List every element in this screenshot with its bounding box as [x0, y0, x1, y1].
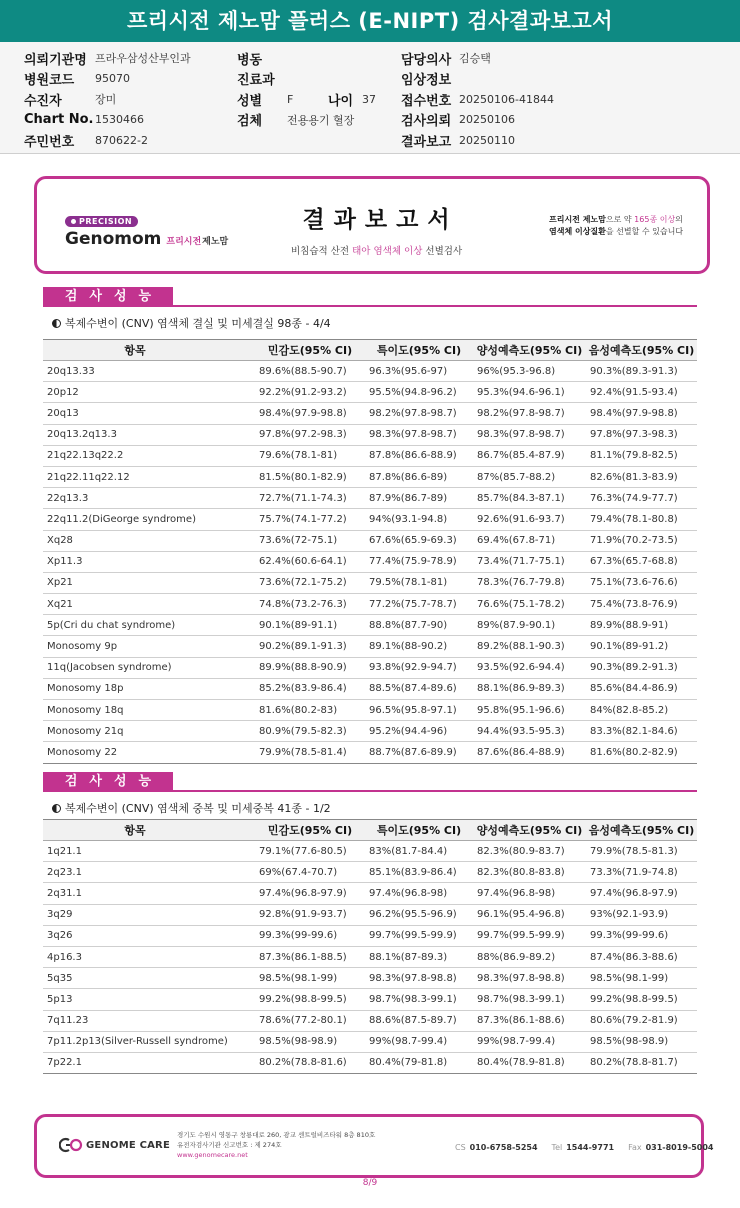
info-row-clinical-info — [401, 69, 554, 90]
metric-cell: 81.1%(79.8-82.5) — [586, 445, 697, 466]
info-label: 임상정보 — [401, 73, 452, 89]
metric-cell: 99.3%(99-99.6) — [255, 925, 365, 946]
section-heading-label: 검사성능 — [43, 287, 173, 307]
metric-cell: 86.7%(85.4-87.9) — [473, 445, 586, 466]
info-label: 병동 — [237, 52, 263, 68]
desc-post: 의 — [675, 215, 683, 224]
metric-cell: 84%(82.8-85.2) — [586, 700, 697, 721]
report-header-description — [549, 214, 683, 238]
table-row — [43, 636, 697, 657]
column-header: 민감도(95% CI) — [255, 820, 365, 841]
info-row-receipt-number — [401, 89, 554, 110]
column-header: 항목 — [43, 820, 255, 841]
metric-cell: 87.8%(86.6-88.9) — [365, 445, 473, 466]
metric-cell: 89.9%(88.9-91) — [586, 615, 697, 636]
metric-cell: 75.7%(74.1-77.2) — [255, 509, 365, 530]
badge-dot-icon — [71, 219, 76, 224]
region-name-cell: 5p13 — [43, 989, 255, 1010]
half-circle-bullet-icon — [52, 804, 61, 813]
metric-cell: 98.3%(97.8-98.8) — [365, 968, 473, 989]
metric-cell: 80.6%(79.2-81.9) — [586, 1010, 697, 1031]
table-row — [43, 862, 697, 883]
metric-cell: 92.2%(91.2-93.2) — [255, 382, 365, 403]
subheading-text: 복제수변이 (CNV) 염색체 중복 및 미세중복 41종 - 1/2 — [65, 802, 331, 815]
metric-cell: 97.4%(96.8-98) — [473, 883, 586, 904]
metric-cell: 90.2%(89.1-91.3) — [255, 636, 365, 657]
metric-cell: 89%(87.9-90.1) — [473, 615, 586, 636]
metric-cell: 96.3%(95.6-97) — [365, 361, 473, 382]
table-row — [43, 904, 697, 925]
region-name-cell: Xp21 — [43, 572, 255, 593]
info-value: 1530466 — [95, 113, 144, 127]
subheading-text: 복제수변이 (CNV) 염색체 결실 및 미세결실 98종 - 4/4 — [65, 317, 331, 330]
table-row — [43, 403, 697, 424]
metric-cell: 74.8%(73.2-76.3) — [255, 594, 365, 615]
info-value: 프라우삼성산부인과 — [95, 52, 191, 66]
table-row — [43, 572, 697, 593]
table-row — [43, 946, 697, 967]
metric-cell: 78.6%(77.2-80.1) — [255, 1010, 365, 1031]
region-name-cell: 3q29 — [43, 904, 255, 925]
metric-cell: 73.3%(71.9-74.8) — [586, 862, 697, 883]
description-line-2 — [549, 226, 683, 238]
table-row — [43, 1052, 697, 1073]
info-row-sex-age — [237, 89, 376, 110]
info-value: 장미 — [95, 93, 117, 107]
region-name-cell: 21q22.11q22.12 — [43, 466, 255, 487]
column-header: 특이도(95% CI) — [365, 340, 473, 361]
info-value-sex: F — [287, 92, 294, 106]
region-name-cell: 5p(Cri du chat syndrome) — [43, 615, 255, 636]
result-report-subtitle — [291, 243, 461, 257]
metric-cell: 90.1%(89-91.1) — [255, 615, 365, 636]
metric-cell: 98.7%(98.3-99.1) — [365, 989, 473, 1010]
metric-cell: 98.4%(97.9-98.8) — [586, 403, 697, 424]
metric-cell: 81.6%(80.2-82.9) — [586, 742, 697, 763]
metric-cell: 97.8%(97.2-98.3) — [255, 424, 365, 445]
info-value: 전용용기 혈장 — [287, 113, 355, 127]
metric-cell: 85.7%(84.3-87.1) — [473, 488, 586, 509]
metric-cell: 81.5%(80.1-82.9) — [255, 466, 365, 487]
metric-cell: 77.4%(75.9-78.9) — [365, 551, 473, 572]
table-row — [43, 700, 697, 721]
info-value: 870622-2 — [95, 133, 148, 147]
metric-cell: 62.4%(60.6-64.1) — [255, 551, 365, 572]
table-header-row — [43, 820, 697, 841]
metric-cell: 89.9%(88.8-90.9) — [255, 657, 365, 678]
metric-cell: 95.5%(94.8-96.2) — [365, 382, 473, 403]
column-header: 음성예측도(95% CI) — [586, 820, 697, 841]
region-name-cell: Xq28 — [43, 530, 255, 551]
subtitle-pre: 비침습적 산전 — [291, 246, 353, 257]
metric-cell: 97.8%(97.3-98.3) — [586, 424, 697, 445]
metric-cell: 99.7%(99.5-99.9) — [473, 925, 586, 946]
column-header: 민감도(95% CI) — [255, 340, 365, 361]
table-row — [43, 509, 697, 530]
metric-cell: 95.8%(95.1-96.6) — [473, 700, 586, 721]
metric-cell: 95.3%(94.6-96.1) — [473, 382, 586, 403]
metric-cell: 73.4%(71.7-75.1) — [473, 551, 586, 572]
column-header: 특이도(95% CI) — [365, 820, 473, 841]
brand-sub-dark: 제노맘 — [202, 237, 229, 247]
column-header: 양성예측도(95% CI) — [473, 820, 586, 841]
metric-cell: 98.2%(97.8-98.7) — [473, 403, 586, 424]
metric-cell: 77.2%(75.7-78.7) — [365, 594, 473, 615]
table-row — [43, 1010, 697, 1031]
table-row — [43, 424, 697, 445]
metric-cell: 80.2%(78.8-81.6) — [255, 1052, 365, 1073]
info-label: 병원코드 — [24, 73, 75, 89]
table-row — [43, 361, 697, 382]
metric-cell: 73.6%(72.1-75.2) — [255, 572, 365, 593]
metric-cell: 78.3%(76.7-79.8) — [473, 572, 586, 593]
table-header-row — [43, 340, 697, 361]
region-name-cell: 11q(Jacobsen syndrome) — [43, 657, 255, 678]
region-name-cell: Monosomy 21q — [43, 721, 255, 742]
metric-cell: 88.8%(87.7-90) — [365, 615, 473, 636]
metric-cell: 93.5%(92.6-94.4) — [473, 657, 586, 678]
metric-cell: 96.2%(95.5-96.9) — [365, 904, 473, 925]
metric-cell: 87.6%(86.4-88.9) — [473, 742, 586, 763]
table-row — [43, 488, 697, 509]
metric-cell: 73.6%(72-75.1) — [255, 530, 365, 551]
metric-cell: 82.6%(81.3-83.9) — [586, 466, 697, 487]
region-name-cell: 3q26 — [43, 925, 255, 946]
table-row — [43, 1031, 697, 1052]
metric-cell: 72.7%(71.1-74.3) — [255, 488, 365, 509]
metric-cell: 99%(98.7-99.4) — [473, 1031, 586, 1052]
region-name-cell: Xq21 — [43, 594, 255, 615]
region-name-cell: 22q11.2(DiGeorge syndrome) — [43, 509, 255, 530]
region-name-cell: 2q31.1 — [43, 883, 255, 904]
metric-cell: 94.4%(93.5-95.3) — [473, 721, 586, 742]
metric-cell: 89.2%(88.1-90.3) — [473, 636, 586, 657]
table-row — [43, 466, 697, 487]
genome-care-logo-icon — [59, 1137, 83, 1153]
metric-cell: 98.5%(98-98.9) — [586, 1031, 697, 1052]
table-row — [43, 989, 697, 1010]
section-heading-label: 검사성능 — [43, 772, 173, 792]
metric-cell: 98.2%(97.8-98.7) — [365, 403, 473, 424]
metric-cell: 81.6%(80.2-83) — [255, 700, 365, 721]
metric-cell: 75.1%(73.6-76.6) — [586, 572, 697, 593]
info-row-patient-name — [24, 89, 191, 110]
metric-cell: 79.5%(78.1-81) — [365, 572, 473, 593]
metric-cell: 85.2%(83.9-86.4) — [255, 678, 365, 699]
report-header-center — [291, 201, 461, 257]
info-label: 검사의뢰 — [401, 114, 452, 130]
patient-info-column-1 — [24, 48, 191, 151]
table-row — [43, 721, 697, 742]
desc-bold-2: 염색체 이상질환 — [549, 227, 606, 236]
half-circle-bullet-icon — [52, 319, 61, 328]
metric-cell: 99.2%(98.8-99.5) — [586, 989, 697, 1010]
metric-cell: 98.3%(97.8-98.7) — [473, 424, 586, 445]
brand-sub-pink: 프리시전 — [166, 237, 202, 247]
patient-info-panel — [0, 42, 740, 154]
info-label: 결과보고 — [401, 134, 452, 150]
info-row-resident-number — [24, 130, 191, 151]
region-name-cell: Xp11.3 — [43, 551, 255, 572]
result-report-title: 결과보고서 — [302, 207, 459, 233]
metric-cell: 79.4%(78.1-80.8) — [586, 509, 697, 530]
info-row-department — [237, 69, 376, 90]
performance-table-deletions — [43, 339, 697, 764]
metric-cell: 90.1%(89-91.2) — [586, 636, 697, 657]
metric-cell: 92.4%(91.5-93.4) — [586, 382, 697, 403]
footer-contacts — [455, 1143, 727, 1152]
metric-cell: 88.7%(87.6-89.9) — [365, 742, 473, 763]
metric-cell: 82.3%(80.8-83.8) — [473, 862, 586, 883]
metric-cell: 79.1%(77.6-80.5) — [255, 841, 365, 862]
desc-bold: 프리시전 제노맘 — [549, 215, 606, 224]
column-header: 항목 — [43, 340, 255, 361]
metric-cell: 71.9%(70.2-73.5) — [586, 530, 697, 551]
metric-cell: 99%(98.7-99.4) — [365, 1031, 473, 1052]
metric-cell: 96.1%(95.4-96.8) — [473, 904, 586, 925]
table-row — [43, 841, 697, 862]
table-row — [43, 445, 697, 466]
metric-cell: 87.3%(86.1-88.5) — [255, 946, 365, 967]
metric-cell: 87.4%(86.3-88.6) — [586, 946, 697, 967]
region-name-cell: 1q21.1 — [43, 841, 255, 862]
metric-cell: 98.5%(98-98.9) — [255, 1031, 365, 1052]
metric-cell: 90.3%(89.2-91.3) — [586, 657, 697, 678]
info-row-hospital-code — [24, 69, 191, 90]
metric-cell: 88.1%(86.9-89.3) — [473, 678, 586, 699]
region-name-cell: 21q22.13q22.2 — [43, 445, 255, 466]
table-row — [43, 678, 697, 699]
info-label: Chart No. — [24, 112, 94, 128]
metric-cell: 80.4%(78.9-81.8) — [473, 1052, 586, 1073]
region-name-cell: Monosomy 18p — [43, 678, 255, 699]
info-label: 수진자 — [24, 93, 62, 109]
report-title: 프리시전 제노맘 플러스 (E-NIPT) 검사결과보고서 — [0, 0, 740, 42]
table-row — [43, 925, 697, 946]
metric-cell: 99.2%(98.8-99.5) — [255, 989, 365, 1010]
section-heading-1 — [43, 287, 697, 307]
info-row-requesting-institution — [24, 48, 191, 69]
info-row-specimen — [237, 110, 376, 131]
desc-post-2: 을 선별할 수 있습니다 — [605, 227, 684, 236]
region-name-cell: Monosomy 22 — [43, 742, 255, 763]
metric-cell: 96%(95.3-96.8) — [473, 361, 586, 382]
genome-care-brand: GENOME CARE — [86, 1139, 170, 1151]
section-subheading-2 — [52, 800, 331, 816]
info-row-test-request — [401, 110, 554, 131]
metric-cell: 92.6%(91.6-93.7) — [473, 509, 586, 530]
info-label: 성별 — [237, 93, 263, 109]
info-label: 접수번호 — [401, 93, 452, 109]
region-name-cell: 7p22.1 — [43, 1052, 255, 1073]
region-name-cell: Monosomy 9p — [43, 636, 255, 657]
genomom-logo — [65, 209, 228, 249]
metric-cell: 88.6%(87.5-89.7) — [365, 1010, 473, 1031]
table-row — [43, 657, 697, 678]
genome-care-logo — [59, 1137, 170, 1153]
description-line-1 — [549, 214, 683, 226]
metric-cell: 80.9%(79.5-82.3) — [255, 721, 365, 742]
region-name-cell: 4p16.3 — [43, 946, 255, 967]
metric-cell: 79.9%(78.5-81.3) — [586, 841, 697, 862]
metric-cell: 97.4%(96.8-98) — [365, 883, 473, 904]
info-row-result-report — [401, 130, 554, 151]
info-value: 20250106 — [459, 113, 515, 127]
tel-number: 1544-9771 — [566, 1143, 615, 1152]
metric-cell: 82.3%(80.9-83.7) — [473, 841, 586, 862]
metric-cell: 88.5%(87.4-89.6) — [365, 678, 473, 699]
info-label: 검체 — [237, 114, 263, 130]
metric-cell: 87.8%(86.6-89) — [365, 466, 473, 487]
metric-cell: 88%(86.9-89.2) — [473, 946, 586, 967]
section-subheading-1 — [52, 315, 331, 331]
metric-cell: 98.4%(97.9-98.8) — [255, 403, 365, 424]
metric-cell: 89.1%(88-90.2) — [365, 636, 473, 657]
tel-label: Tel — [551, 1143, 563, 1152]
desc-highlight: 165종 이상 — [634, 215, 676, 224]
metric-cell: 80.4%(79-81.8) — [365, 1052, 473, 1073]
fax-number: 031-8019-5004 — [645, 1143, 714, 1152]
table-row — [43, 594, 697, 615]
metric-cell: 98.5%(98.1-99) — [586, 968, 697, 989]
section-heading-2 — [43, 772, 697, 792]
metric-cell: 96.5%(95.8-97.1) — [365, 700, 473, 721]
metric-cell: 98.3%(97.8-98.7) — [365, 424, 473, 445]
precision-badge — [65, 216, 138, 227]
region-name-cell: 7q11.23 — [43, 1010, 255, 1031]
metric-cell: 89.6%(88.5-90.7) — [255, 361, 365, 382]
table-row — [43, 968, 697, 989]
metric-cell: 76.3%(74.9-77.7) — [586, 488, 697, 509]
info-label: 주민번호 — [24, 134, 75, 150]
metric-cell: 69%(67.4-70.7) — [255, 862, 365, 883]
info-value: 20250106-41844 — [459, 92, 554, 106]
region-name-cell: 7p11.2p13(Silver-Russell syndrome) — [43, 1031, 255, 1052]
fax-label: Fax — [628, 1143, 642, 1152]
metric-cell: 90.3%(89.3-91.3) — [586, 361, 697, 382]
desc-mid: 으로 약 — [605, 215, 635, 224]
info-row-ward — [237, 48, 376, 69]
page-number: 8/9 — [362, 1178, 378, 1188]
report-header — [34, 176, 710, 274]
metric-cell: 83%(81.7-84.4) — [365, 841, 473, 862]
region-name-cell: Monosomy 18q — [43, 700, 255, 721]
table-row — [43, 883, 697, 904]
table-row — [43, 742, 697, 763]
performance-table-duplications — [43, 819, 697, 1074]
metric-cell: 98.7%(98.3-99.1) — [473, 989, 586, 1010]
info-label-age: 나이 — [328, 93, 354, 109]
metric-cell: 76.6%(75.1-78.2) — [473, 594, 586, 615]
metric-cell: 83.3%(82.1-84.6) — [586, 721, 697, 742]
address-line-1: 경기도 수원시 영통구 창룡대로 260, 광교 센트럴비즈타워 8층 810호 — [177, 1131, 376, 1139]
metric-cell: 79.6%(78.1-81) — [255, 445, 365, 466]
cs-number: 010-6758-5254 — [469, 1143, 538, 1152]
metric-cell: 93%(92.1-93.9) — [586, 904, 697, 925]
info-value-age: 37 — [362, 92, 376, 106]
metric-cell: 87.3%(86.1-88.6) — [473, 1010, 586, 1031]
info-label: 담당의사 — [401, 52, 452, 68]
info-value: 20250110 — [459, 133, 515, 147]
table-row — [43, 382, 697, 403]
footer — [34, 1114, 714, 1178]
metric-cell: 75.4%(73.8-76.9) — [586, 594, 697, 615]
region-name-cell: 22q13.3 — [43, 488, 255, 509]
table-row — [43, 530, 697, 551]
subtitle-post: 선별검사 — [422, 246, 463, 257]
metric-cell: 95.2%(94.4-96) — [365, 721, 473, 742]
metric-cell: 88.1%(87-89.3) — [365, 946, 473, 967]
subtitle-highlight: 태아 염색체 이상 — [352, 246, 423, 257]
info-row-chart-no — [24, 110, 191, 131]
region-name-cell: 20q13 — [43, 403, 255, 424]
metric-cell: 98.5%(98.1-99) — [255, 968, 365, 989]
column-header: 음성예측도(95% CI) — [586, 340, 697, 361]
cs-label: CS — [455, 1143, 466, 1152]
precision-badge-label: PRECISION — [79, 217, 133, 226]
region-name-cell: 20q13.33 — [43, 361, 255, 382]
region-name-cell: 5q35 — [43, 968, 255, 989]
metric-cell: 79.9%(78.5-81.4) — [255, 742, 365, 763]
genomom-brand — [65, 229, 228, 249]
region-name-cell: 2q23.1 — [43, 862, 255, 883]
info-label: 의뢰기관명 — [24, 52, 87, 68]
metric-cell: 94%(93.1-94.8) — [365, 509, 473, 530]
metric-cell: 69.4%(67.8-71) — [473, 530, 586, 551]
table-row — [43, 615, 697, 636]
address-line-2: 유전자검사기관 신고번호 : 제 274호 — [177, 1141, 282, 1149]
info-value: 김승택 — [459, 52, 491, 66]
info-value: 95070 — [95, 72, 130, 86]
region-name-cell: 20q13.2q13.3 — [43, 424, 255, 445]
metric-cell: 85.1%(83.9-86.4) — [365, 862, 473, 883]
website-link[interactable]: www.genomecare.net — [177, 1151, 248, 1159]
metric-cell: 97.4%(96.8-97.9) — [255, 883, 365, 904]
patient-info-column-2 — [237, 48, 376, 130]
metric-cell: 67.3%(65.7-68.8) — [586, 551, 697, 572]
metric-cell: 93.8%(92.9-94.7) — [365, 657, 473, 678]
patient-info-column-3 — [401, 48, 554, 151]
region-name-cell: 20p12 — [43, 382, 255, 403]
metric-cell: 87%(85.7-88.2) — [473, 466, 586, 487]
metric-cell: 97.4%(96.8-97.9) — [586, 883, 697, 904]
metric-cell: 67.6%(65.9-69.3) — [365, 530, 473, 551]
column-header: 양성예측도(95% CI) — [473, 340, 586, 361]
footer-address — [177, 1130, 375, 1160]
metric-cell: 99.3%(99-99.6) — [586, 925, 697, 946]
info-row-physician — [401, 48, 554, 69]
info-label: 진료과 — [237, 73, 275, 89]
metric-cell: 92.8%(91.9-93.7) — [255, 904, 365, 925]
metric-cell: 98.3%(97.8-98.8) — [473, 968, 586, 989]
metric-cell: 80.2%(78.8-81.7) — [586, 1052, 697, 1073]
metric-cell: 99.7%(99.5-99.9) — [365, 925, 473, 946]
table-row — [43, 551, 697, 572]
metric-cell: 85.6%(84.4-86.9) — [586, 678, 697, 699]
brand-name: Genomom — [65, 229, 162, 249]
metric-cell: 87.9%(86.7-89) — [365, 488, 473, 509]
